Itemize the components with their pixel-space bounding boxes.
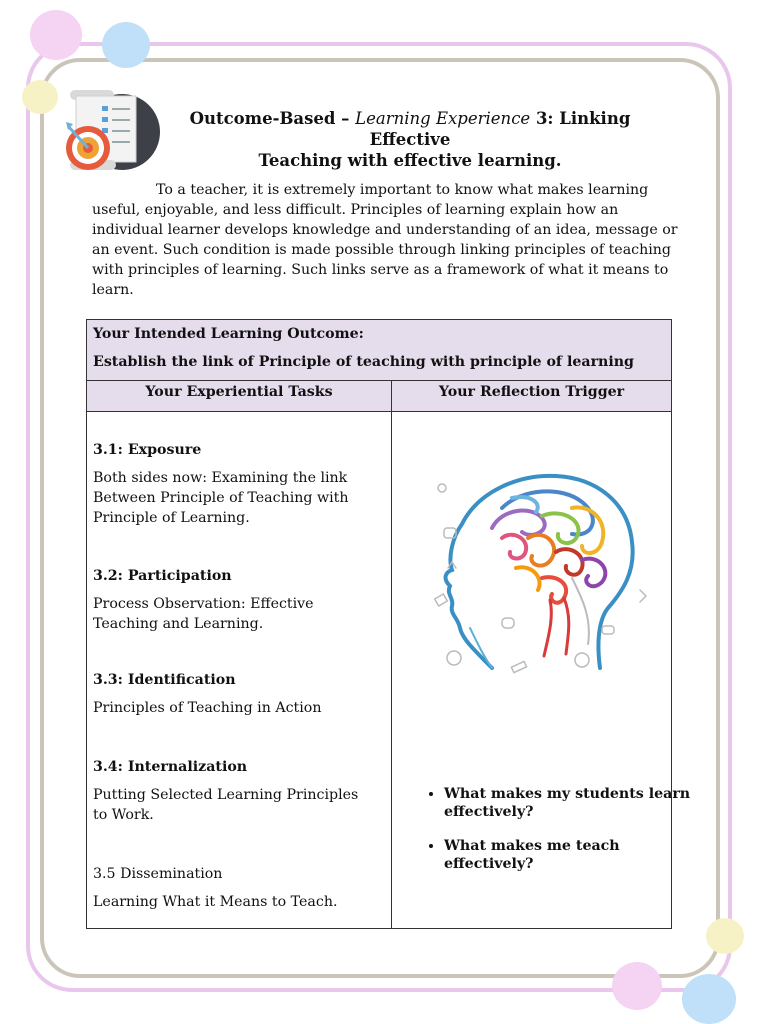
intro-paragraph: To a teacher, it is extremely important to know what makes learning useful, enjoyable, and less difficult. Principles of learning explain how an individual learner develops knowledge and understanding of an idea, message or an event. Such condition is made possible through linking principles of teaching with principles of learning. Such links serve as a framework of what it means to learn. bbox=[92, 182, 678, 298]
intended-outcome-cell bbox=[87, 320, 672, 381]
column-header-trigger: Your Reflection Trigger bbox=[392, 381, 672, 412]
reflection-question: • What makes me teach effectively? bbox=[444, 837, 694, 873]
task-item bbox=[93, 566, 373, 634]
task-heading: 3.3: Identification bbox=[93, 672, 236, 688]
reflection-questions bbox=[422, 785, 694, 889]
decor-circle bbox=[706, 918, 744, 954]
brain-head-illustration bbox=[432, 468, 648, 680]
task-description: Principles of Teaching in Action bbox=[93, 700, 322, 716]
decor-circle bbox=[22, 80, 58, 114]
title-line-2: Teaching with effective learning. bbox=[258, 151, 562, 170]
task-description: Both sides now: Examining the link Between Principle of Teaching with Principle of Learning. bbox=[93, 470, 349, 526]
target-checklist-icon bbox=[62, 86, 162, 178]
task-description: Process Observation: Effective Teaching and Learning. bbox=[93, 596, 314, 632]
title-text-end: 3: Linking Effective bbox=[369, 109, 631, 149]
task-heading: 3.4: Internalization bbox=[93, 759, 248, 775]
decor-circle bbox=[682, 974, 736, 1024]
learning-outcome-table bbox=[86, 319, 691, 929]
outcome-label: Your Intended Learning Outcome: bbox=[93, 326, 364, 342]
task-item bbox=[93, 670, 373, 718]
decor-circle bbox=[30, 10, 82, 60]
task-item bbox=[93, 440, 373, 528]
task-item bbox=[93, 864, 373, 912]
page-title bbox=[150, 108, 670, 171]
task-heading: 3.5 Dissemination bbox=[93, 866, 223, 882]
experiential-tasks-cell bbox=[87, 412, 392, 929]
task-item bbox=[93, 757, 373, 825]
column-header-tasks: Your Experiential Tasks bbox=[87, 381, 392, 412]
task-heading: 3.1: Exposure bbox=[93, 442, 202, 458]
outcome-text: Establish the link of Principle of teaching with principle of learning bbox=[93, 354, 634, 370]
reflection-trigger-cell bbox=[392, 412, 691, 929]
decor-circle bbox=[102, 22, 150, 68]
task-heading: 3.2: Participation bbox=[93, 568, 232, 584]
title-italic-text: Learning Experience bbox=[355, 109, 531, 128]
decor-circle bbox=[612, 962, 662, 1010]
task-description: Putting Selected Learning Principles to Work. bbox=[93, 787, 359, 823]
reflection-question: • What makes my students learn effectively? bbox=[444, 785, 694, 821]
title-text: Outcome-Based – bbox=[189, 109, 356, 128]
task-description: Learning What it Means to Teach. bbox=[93, 894, 338, 910]
